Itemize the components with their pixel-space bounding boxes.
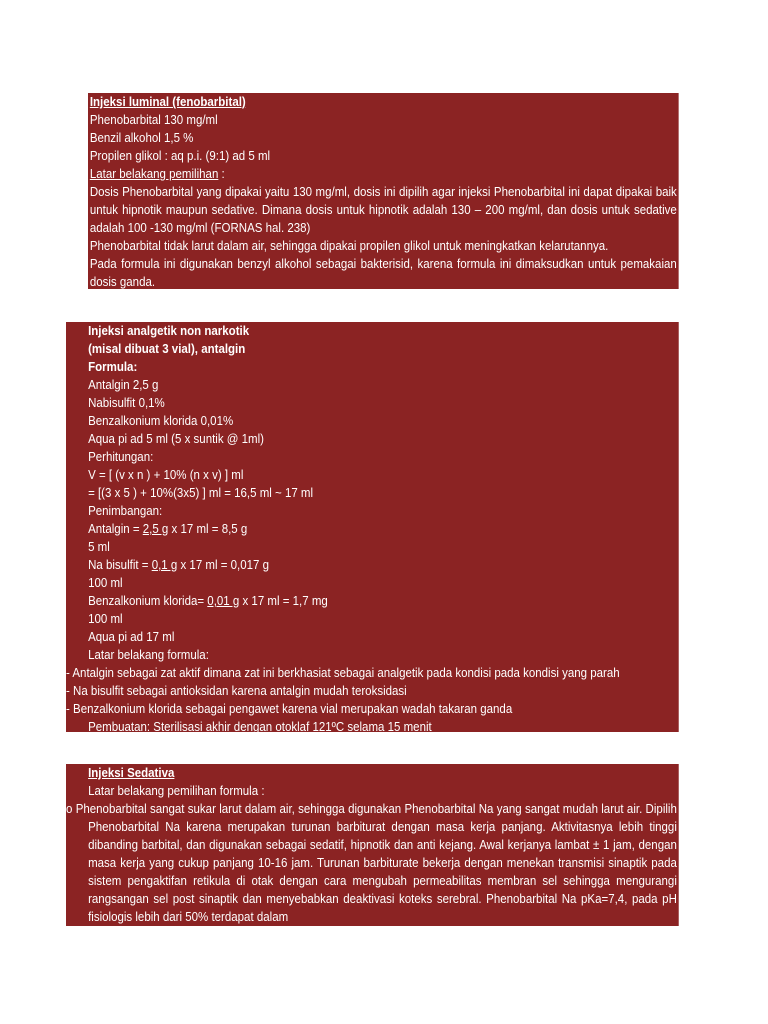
reason-heading-line <box>90 165 677 183</box>
weigh-label: Na bisulfit = <box>88 558 152 572</box>
reason-heading: Latar belakang pemilihan formula : <box>88 784 265 798</box>
paragraph: Phenobarbital tidak larut dalam air, sehingga dipakai propilen glikol untuk meningkatkan kelarutannya. <box>89 239 609 253</box>
formula-line: Benzil alkohol 1,5 % <box>89 131 194 145</box>
formula-line: Benzalkonium klorida 0,01% <box>88 414 234 428</box>
weigh-line <box>66 520 679 538</box>
weigh-heading: Penimbangan: <box>88 504 163 518</box>
bullet-item: - Antalgin sebagai zat aktif dimana zat ini berkhasiat sebagai analgetik pada kondisi pada kondisi yang parah <box>66 666 620 680</box>
section-title: Injeksi analgetik non narkotik <box>88 324 250 338</box>
section-analgesic-injection <box>66 322 679 732</box>
formula-heading: Formula: <box>88 360 138 374</box>
section-subtitle: (misal dibuat 3 vial), antalgin <box>88 342 246 356</box>
weigh-result: x 17 ml = 1,7 mg <box>239 594 328 608</box>
calc-line: V = [ (v x n ) + 10% (n x v) ] ml <box>88 468 244 482</box>
weigh-numerator: 0,1 g <box>151 558 178 572</box>
paragraph: o Phenobarbital sangat sukar larut dalam air, sehingga digunakan Phenobarbital Na yang sangat mudah larut air. Dipilih Phenobarbital Na karena merupakan turunan barbiturat dengan masa kerja panjang. Aktivitasnya lebih tinggi dibanding barbital, dan digunakan sebagai sedatif, hipnotik dan anti kejang. Awal kerjanya lambat ± 1 jam, dengan masa kerja yang cukup panjang 10-16 jam. Turunan barbiturate bekerja dengan menekan transmisi sinaptik pada sistem pengaktifan retikula di otak dengan cara mengubah permeabilitas membran sel sehingga mengurangi rangsangan sel post sinaptik dan menyebabkan deaktivasi koteks serebral. Phenobarbital Na pKa=7,4, pada pH fisiologis lebih dari 50% terdapat dalam <box>66 802 677 924</box>
section-sedative-injection <box>66 764 679 926</box>
section-title: Injeksi luminal (fenobarbital) <box>89 95 246 109</box>
weigh-denominator: 100 ml <box>88 576 123 590</box>
calc-heading: Perhitungan: <box>88 450 154 464</box>
section-luminal-injection <box>88 93 679 289</box>
paragraph: Pada formula ini digunakan benzyl alkohol sebagai bakterisid, karena formula ini dimaksudkan untuk pemakaian dosis ganda. <box>89 257 677 289</box>
weigh-line <box>66 556 679 574</box>
calc-line: = [(3 x 5 ) + 10%(3x5) ] ml = 16,5 ml ~ 17 ml <box>88 486 314 500</box>
weigh-line <box>66 592 679 610</box>
making-line: Pembuatan: Sterilisasi akhir dengan otoklaf 121ºC selama 15 menit <box>88 720 432 734</box>
formula-line: Phenobarbital 130 mg/ml <box>89 113 218 127</box>
section-title: Injeksi Sedativa <box>88 766 175 780</box>
formula-line: Propilen glikol : aq p.i. (9:1) ad 5 ml <box>89 149 271 163</box>
weigh-numerator: 2,5 g <box>142 522 169 536</box>
reason-heading: Latar belakang formula: <box>88 648 209 662</box>
weigh-label: Benzalkonium klorida= <box>88 594 208 608</box>
formula-line: Nabisulfit 0,1% <box>88 396 165 410</box>
formula-line: Aqua pi ad 5 ml (5 x suntik @ 1ml) <box>88 432 265 446</box>
weigh-denominator: 5 ml <box>88 540 110 554</box>
formula-line: Antalgin 2,5 g <box>88 378 159 392</box>
aqua-line: Aqua pi ad 17 ml <box>88 630 175 644</box>
weigh-label: Antalgin = <box>88 522 143 536</box>
bullet-item: - Benzalkonium klorida sebagai pengawet karena vial merupakan wadah takaran ganda <box>66 702 513 716</box>
weigh-result: x 17 ml = 8,5 g <box>168 522 248 536</box>
weigh-denominator: 100 ml <box>88 612 123 626</box>
weigh-numerator: 0,01 g <box>207 594 240 608</box>
reason-colon: : <box>218 167 225 181</box>
bullet-item: - Na bisulfit sebagai antioksidan karena antalgin mudah teroksidasi <box>66 684 407 698</box>
reason-heading: Latar belakang pemilihan <box>89 167 219 181</box>
paragraph: Dosis Phenobarbital yang dipakai yaitu 130 mg/ml, dosis ini dipilih agar injeksi Phenobarbital ini dapat dipakai baik untuk hipnotik maupun sedative. Dimana dosis untuk hipnotik adalah 130 – 200 mg/ml, dan dosis untuk sedative adalah 100 -130 mg/ml (FORNAS hal. 238) <box>89 185 677 235</box>
weigh-result: x 17 ml = 0,017 g <box>177 558 270 572</box>
